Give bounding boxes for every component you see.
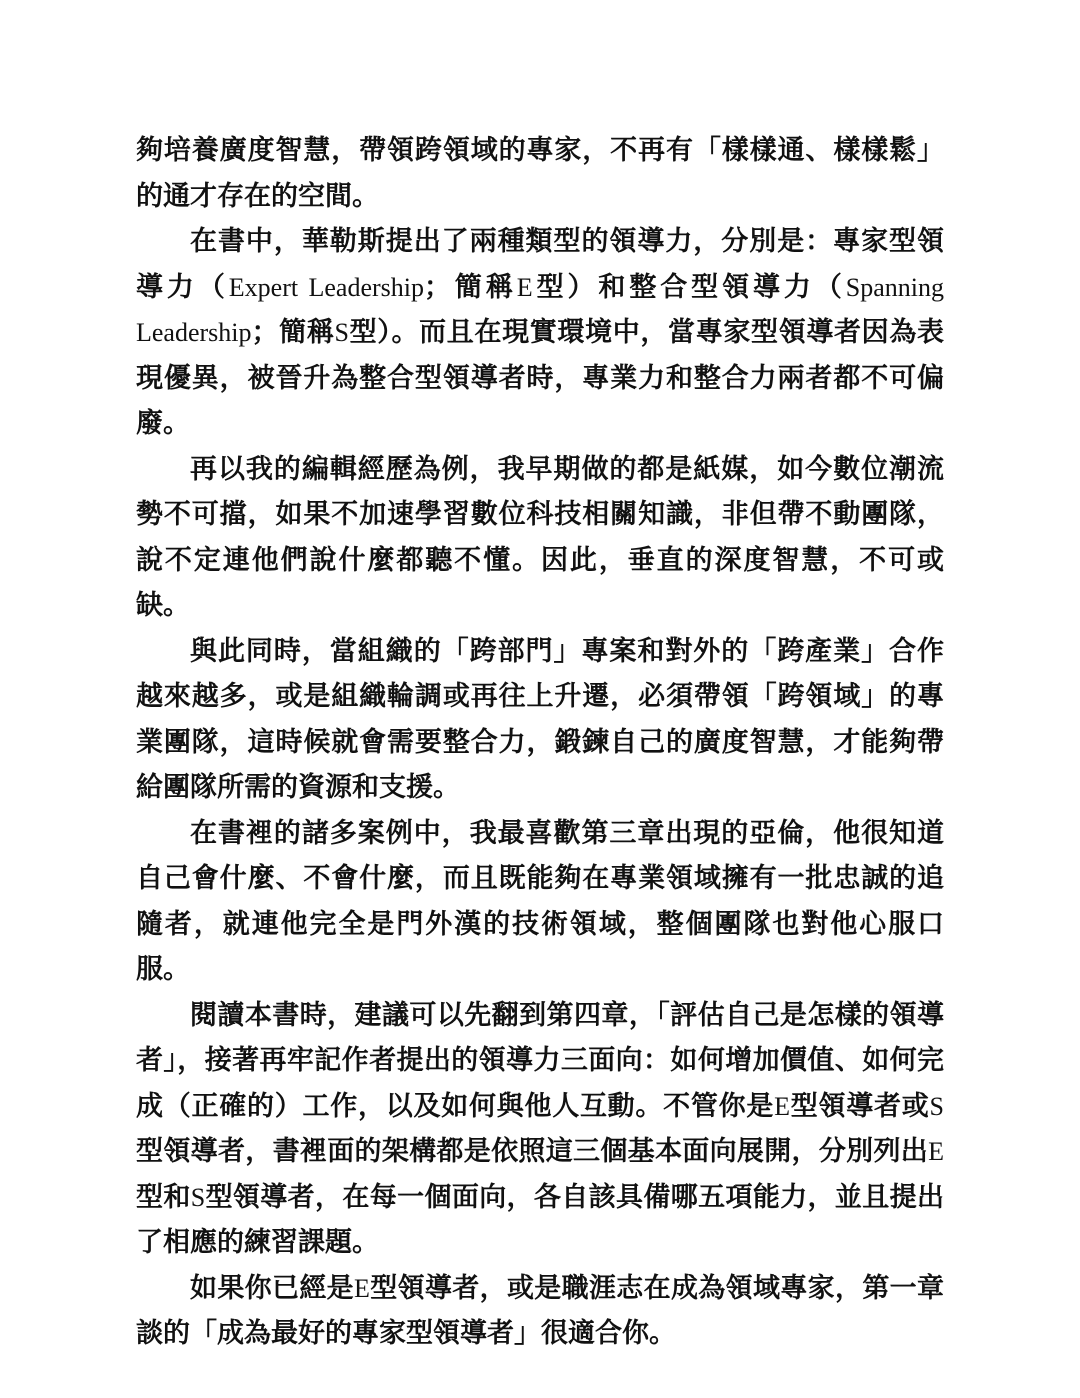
paragraph-text: 型領導者，或是職涯志在成為領域專家，第一章談的「成為最好的專家型領導者」很適合你。 <box>136 1272 945 1349</box>
paragraph-text: 型領導者，書裡面的架構都是依照這三個基本面向展開，分別列出 <box>136 1136 929 1167</box>
paragraph-6 <box>136 993 944 1266</box>
paragraph-text: 型領導者，在每一個面向，各自該具備哪五項能力，並且提出了相應的練習課題。 <box>136 1181 945 1258</box>
document-page <box>136 128 944 1357</box>
paragraph-text: 型）和整合型領導力（ <box>532 271 846 303</box>
paragraph-1 <box>136 128 944 219</box>
latin-text: E <box>516 272 533 302</box>
paragraph-4 <box>136 629 944 811</box>
paragraph-7 <box>136 1266 944 1357</box>
paragraph-text: 在書裡的諸多案例中，我最喜歡第三章出現的亞倫，他很知道自己會什麼、不會什麼，而且既能夠在專業領域擁有一批忠誠的追隨者，就連他完全是門外漢的技術領域，整個團隊也對他心服口服。 <box>136 817 944 985</box>
latin-text: S <box>929 1091 945 1121</box>
latin-text: E <box>774 1091 791 1121</box>
paragraph-text: ；簡稱 <box>251 317 335 348</box>
paragraph-text: ；簡稱 <box>424 271 517 303</box>
paragraph-text: 在書中，華勒斯提出了兩種類型的領導力，分別是：專家型領導力（ <box>136 226 944 303</box>
paragraph-5 <box>136 811 944 993</box>
latin-text: S <box>334 318 349 347</box>
paragraph-text: 型）。而且在現實環境中，當專家型領導者因為表現優異，被晉升為整合型領導者時，專業力和整合力兩者都不可偏廢。 <box>136 317 945 439</box>
latin-text: E <box>354 1273 370 1303</box>
paragraph-text: 與此同時，當組織的「跨部門」專案和對外的「跨產業」合作越來越多，或是組織輪調或再往上升遷，必須帶領「跨領域」的專業團隊，這時候就會需要整合力，鍛鍊自己的廣度智慧，才能夠帶給團隊所需的資源和支援。 <box>136 635 944 803</box>
latin-text: E <box>928 1137 944 1166</box>
paragraph-3 <box>136 447 944 629</box>
paragraph-2 <box>136 219 944 447</box>
paragraph-text: 型領導者或 <box>790 1090 930 1122</box>
paragraph-text: 型和 <box>136 1181 191 1213</box>
paragraph-text: 如果你已經是 <box>190 1272 355 1304</box>
latin-text: Spanning Leadership <box>136 272 945 347</box>
latin-text: S <box>190 1182 206 1212</box>
latin-text: Expert Leadership <box>228 272 424 302</box>
paragraph-text: 閱讀本書時，建議可以先翻到第四章，「評估自己是怎樣的領導者」，接著再牢記作者提出的領導力三面向：如何增加價值、如何完成（正確的）工作，以及如何與他人互動。不管你是 <box>136 999 944 1122</box>
paragraph-text: 再以我的編輯經歷為例，我早期做的都是紙媒，如今數位潮流勢不可擋，如果不加速學習數位科技相關知識，非但帶不動團隊，說不定連他們說什麼都聽不懂。因此，垂直的深度智慧，不可或缺。 <box>136 453 944 621</box>
paragraph-text: 夠培養廣度智慧，帶領跨領域的專家，不再有「樣樣通、樣樣鬆」的通才存在的空間。 <box>136 135 944 212</box>
